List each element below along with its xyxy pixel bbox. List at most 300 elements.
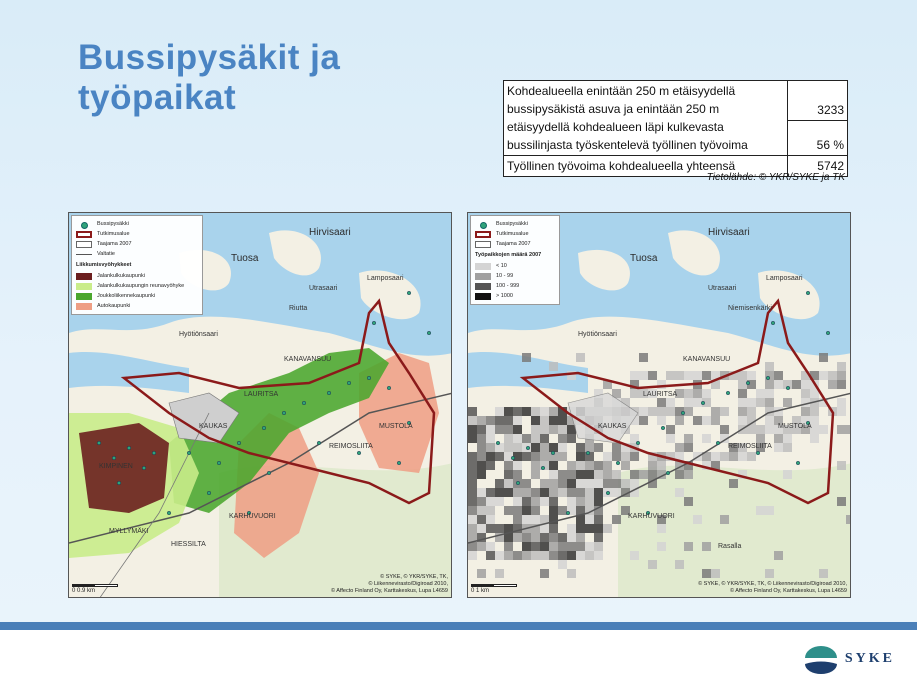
legend-study-area: Tutkimusalue [97, 230, 130, 237]
job-cell [594, 542, 603, 551]
job-cell [468, 470, 477, 479]
job-cell [495, 416, 504, 425]
job-cell [693, 389, 702, 398]
job-cell [558, 425, 567, 434]
job-cell [531, 452, 540, 461]
job-cell [657, 542, 666, 551]
zones-copyright-3: © Affecto Finland Oy, Karttakeskus, Lupa L4659 [331, 588, 448, 594]
job-cell [765, 380, 774, 389]
job-cell [765, 506, 774, 515]
job-cell [513, 416, 522, 425]
job-cell [540, 551, 549, 560]
job-cell [612, 488, 621, 497]
job-cell [738, 398, 747, 407]
job-cell [594, 479, 603, 488]
job-cell [774, 380, 783, 389]
job-cell [639, 371, 648, 380]
job-cell [540, 434, 549, 443]
job-cell [567, 470, 576, 479]
legend-class1-swatch [475, 263, 491, 270]
job-cell [675, 416, 684, 425]
job-cell [540, 542, 549, 551]
job-cell [585, 488, 594, 497]
job-cell [837, 407, 846, 416]
job-cell [531, 488, 540, 497]
job-cell [504, 542, 513, 551]
job-cell [477, 461, 486, 470]
place-hiessilta: HIESSILTA [171, 541, 206, 548]
place-kaukas: KAUKAS [199, 423, 228, 430]
job-cell [774, 434, 783, 443]
legend-study-swatch [76, 231, 92, 238]
legend-zone4-swatch [76, 303, 92, 310]
job-cell [477, 497, 486, 506]
job-cell [477, 524, 486, 533]
job-cell [558, 416, 567, 425]
job-cell [513, 407, 522, 416]
job-cell [504, 479, 513, 488]
job-cell [468, 461, 477, 470]
job-cell [567, 434, 576, 443]
place-hirvisaari-r: Hirvisaari [708, 227, 750, 238]
job-cell [504, 488, 513, 497]
job-cell [477, 488, 486, 497]
zones-copyright-2: © Liikennevirasto/Digiroad 2010, [368, 581, 448, 587]
job-cell [504, 416, 513, 425]
job-cell [657, 524, 666, 533]
job-cell [486, 524, 495, 533]
job-cell [702, 389, 711, 398]
job-cell [648, 407, 657, 416]
place-reimoslita-r: REIMOSLIITA [728, 443, 772, 450]
job-cell [504, 461, 513, 470]
job-cell [558, 488, 567, 497]
job-cell [468, 425, 477, 434]
job-cell [648, 470, 657, 479]
job-cell [693, 398, 702, 407]
job-cell [801, 380, 810, 389]
job-cell [522, 407, 531, 416]
job-cell [495, 551, 504, 560]
stats-table [503, 80, 848, 177]
job-cell [756, 389, 765, 398]
job-cell [666, 434, 675, 443]
job-cell [783, 470, 792, 479]
place-utrasaari: Utrasaari [309, 285, 338, 292]
job-cell [648, 560, 657, 569]
job-cell [792, 380, 801, 389]
job-cell [468, 479, 477, 488]
job-cell [720, 425, 729, 434]
job-cell [576, 524, 585, 533]
job-cell [531, 515, 540, 524]
job-cell [504, 425, 513, 434]
job-cell [837, 371, 846, 380]
place-rasalla: Rasalla [718, 543, 742, 550]
job-cell [513, 470, 522, 479]
job-cell [747, 407, 756, 416]
job-cell [585, 497, 594, 506]
job-cell [486, 443, 495, 452]
job-cell [810, 434, 819, 443]
legend-study-swatch-r [475, 231, 491, 238]
job-cell [540, 569, 549, 578]
job-cell [513, 515, 522, 524]
job-cell [711, 407, 720, 416]
job-cell [666, 398, 675, 407]
job-cell [486, 461, 495, 470]
job-cell [477, 434, 486, 443]
job-cell [693, 416, 702, 425]
job-cell [666, 371, 675, 380]
job-cell [486, 515, 495, 524]
job-cell [513, 488, 522, 497]
job-cell [531, 551, 540, 560]
place-kimpinen: KIMPINEN [99, 463, 133, 470]
job-cell [693, 515, 702, 524]
job-cell [729, 479, 738, 488]
zones-map-scale [72, 584, 142, 594]
job-cell [594, 443, 603, 452]
legend-road-swatch [76, 254, 92, 255]
job-cell [747, 398, 756, 407]
job-cell [558, 443, 567, 452]
job-cell [567, 488, 576, 497]
zones-scale-label: 0 0.9 km [72, 588, 96, 594]
job-cell [576, 470, 585, 479]
job-cell [540, 452, 549, 461]
job-cell [585, 461, 594, 470]
job-cell [576, 443, 585, 452]
place-reimoslita: REIMOSLIITA [329, 443, 373, 450]
job-cell [540, 488, 549, 497]
job-cell [603, 461, 612, 470]
place-myllymaki: MYLLYMÄKI [109, 528, 149, 535]
job-cell [657, 407, 666, 416]
job-cell [540, 443, 549, 452]
legend-class1: < 10 [496, 262, 507, 269]
job-cell [522, 497, 531, 506]
job-cell [783, 398, 792, 407]
place-utrasaari-r: Utrasaari [708, 285, 737, 292]
job-cell [558, 533, 567, 542]
job-cell [684, 389, 693, 398]
job-cell [738, 407, 747, 416]
job-cell [612, 443, 621, 452]
job-cell [756, 506, 765, 515]
job-cell [567, 479, 576, 488]
job-cell [702, 569, 711, 578]
job-cell [765, 398, 774, 407]
zones-map [68, 212, 452, 598]
job-cell [531, 407, 540, 416]
zones-map-legend [71, 215, 203, 315]
place-hirvisaari: Hirvisaari [309, 227, 351, 238]
legend-zone2-swatch [76, 283, 92, 290]
job-cell [468, 515, 477, 524]
job-cell [468, 524, 477, 533]
job-cell [675, 470, 684, 479]
legend-zone3: Joukkoliikennekaupunki [97, 292, 156, 299]
job-cell [468, 488, 477, 497]
job-cell [531, 461, 540, 470]
syke-logo-icon [803, 644, 839, 674]
job-cell [549, 407, 558, 416]
job-cell [549, 506, 558, 515]
job-cell [513, 443, 522, 452]
job-cell [765, 389, 774, 398]
job-cell [486, 497, 495, 506]
stats-row2-value: 5742 [788, 156, 848, 177]
job-cell [585, 479, 594, 488]
job-cell [576, 461, 585, 470]
job-cell [756, 434, 765, 443]
job-cell [477, 569, 486, 578]
job-cell [630, 452, 639, 461]
legend-zone2: Jalankulkukaupungin reunavyöhyke [97, 282, 185, 289]
job-cell [477, 506, 486, 515]
job-cell [531, 497, 540, 506]
legend-class3-swatch [475, 283, 491, 290]
job-cell [594, 488, 603, 497]
job-cell [540, 425, 549, 434]
job-cell [846, 515, 851, 524]
legend-urban-swatch [76, 241, 92, 248]
job-cell [495, 497, 504, 506]
job-cell [468, 497, 477, 506]
job-cell [774, 443, 783, 452]
job-cell [504, 443, 513, 452]
place-laurits: LAURITSA [244, 391, 279, 398]
stats-row1-text: Kohdealueella enintään 250 m etäisyydellä bussipysäkistä asuva ja enintään 250 m etäisyydellä kohdealueen läpi kulkevasta bussilinjasta työskentelevä työllinen työvoima [504, 81, 788, 156]
job-cell [567, 461, 576, 470]
job-cell [612, 452, 621, 461]
job-cell [540, 497, 549, 506]
job-cell [576, 551, 585, 560]
job-cell [522, 551, 531, 560]
job-cell [594, 524, 603, 533]
job-cell [495, 407, 504, 416]
job-cell [558, 479, 567, 488]
job-cell [720, 452, 729, 461]
footer [0, 630, 917, 687]
job-cell [576, 479, 585, 488]
legend-class2-swatch [475, 273, 491, 280]
job-cell [675, 488, 684, 497]
place-laurits-r: LAURITSA [643, 391, 678, 398]
job-cell [477, 443, 486, 452]
place-kanavansuu: KANAVANSUU [284, 356, 332, 363]
job-cell [765, 425, 774, 434]
legend-zone1: Jalankulkukaupunki [97, 272, 146, 279]
job-cell [558, 542, 567, 551]
job-cell [549, 551, 558, 560]
job-cell [828, 371, 837, 380]
job-cell [513, 533, 522, 542]
job-cell [612, 470, 621, 479]
job-cell [549, 542, 558, 551]
job-cell [549, 443, 558, 452]
job-cell [522, 533, 531, 542]
legend-urban-area: Taajama 2007 [97, 240, 132, 247]
job-cell [495, 479, 504, 488]
job-cell [558, 506, 567, 515]
job-cell [630, 389, 639, 398]
job-cell [783, 443, 792, 452]
job-cell [522, 488, 531, 497]
jobs-map-scale [471, 584, 541, 594]
job-cell [738, 452, 747, 461]
legend-study-area-r: Tutkimusalue [496, 230, 529, 237]
job-cell [603, 479, 612, 488]
job-cell [549, 479, 558, 488]
place-lamposaari-r: Lamposaari [766, 275, 803, 282]
job-cell [558, 560, 567, 569]
job-cell [549, 497, 558, 506]
place-mustola-r: MUSTOLA [778, 423, 812, 430]
job-cell [531, 470, 540, 479]
job-cell [585, 542, 594, 551]
job-cell [846, 425, 851, 434]
job-cell [585, 524, 594, 533]
job-cell [576, 497, 585, 506]
place-karhuvuori: KARHUVUORI [229, 513, 276, 520]
job-cell [639, 470, 648, 479]
job-cell [819, 425, 828, 434]
data-source-note: Tietolähde: © YKR/SYKE ja TK [706, 172, 845, 183]
job-cell [684, 434, 693, 443]
place-kanavansuu-r: KANAVANSUU [683, 356, 731, 363]
job-cell [828, 380, 837, 389]
bus-stop-icon [475, 221, 491, 228]
legend-zone1-swatch [76, 273, 92, 280]
job-cell [774, 551, 783, 560]
job-cell [486, 416, 495, 425]
job-cell [612, 515, 621, 524]
job-cell [486, 452, 495, 461]
place-karhuvuori-r: KARHUVUORI [628, 513, 675, 520]
job-cell [738, 380, 747, 389]
zones-copyright-1: © SYKE, © YKR/SYKE, TK, [380, 574, 448, 580]
job-cell [522, 479, 531, 488]
legend-class4-swatch [475, 293, 491, 300]
place-niemisenkarki: Niemisenkärki [728, 305, 772, 312]
job-cell [504, 434, 513, 443]
legend-class2: 10 - 99 [496, 272, 514, 279]
job-cell [567, 524, 576, 533]
job-cell [531, 425, 540, 434]
jobs-map-legend [470, 215, 560, 305]
job-cell [711, 452, 720, 461]
jobs-scale-label: 0 1 km [471, 588, 490, 594]
legend-stop: Bussipysäkki [97, 220, 129, 227]
job-cell [576, 488, 585, 497]
job-cell [495, 443, 504, 452]
job-cell [612, 479, 621, 488]
job-cell [576, 452, 585, 461]
job-cell [648, 371, 657, 380]
job-cell [837, 380, 846, 389]
job-cell [549, 488, 558, 497]
title-line-1: Bussipysäkit ja [78, 38, 341, 77]
job-cell [684, 497, 693, 506]
job-cell [540, 416, 549, 425]
job-cell [810, 407, 819, 416]
job-cell [567, 569, 576, 578]
job-cell [549, 533, 558, 542]
job-cell [666, 407, 675, 416]
legend-class3: 100 - 999 [496, 282, 520, 289]
job-cell [684, 542, 693, 551]
job-cell [513, 551, 522, 560]
place-lamposaari: Lamposaari [367, 275, 404, 282]
job-cell [594, 551, 603, 560]
job-cell [693, 371, 702, 380]
job-cell [468, 434, 477, 443]
job-cell [576, 542, 585, 551]
job-cell [549, 461, 558, 470]
job-cell [684, 407, 693, 416]
job-cell [540, 533, 549, 542]
job-cell [621, 461, 630, 470]
job-cell [765, 416, 774, 425]
slide-title [78, 38, 340, 118]
legend-zone4: Autokaupunki [97, 302, 131, 309]
job-cell [513, 497, 522, 506]
job-cell [531, 443, 540, 452]
job-cell [621, 479, 630, 488]
job-cell [594, 461, 603, 470]
job-cell [684, 371, 693, 380]
job-cell [495, 452, 504, 461]
job-cell [540, 479, 549, 488]
job-cell [522, 434, 531, 443]
job-cell [684, 470, 693, 479]
job-cell [567, 551, 576, 560]
job-cell [585, 515, 594, 524]
place-hyotiolansaari: Hyötiönsaari [179, 331, 218, 338]
place-tuosa-r: Tuosa [630, 253, 658, 264]
job-cell [513, 452, 522, 461]
job-cell [720, 407, 729, 416]
job-cell [738, 371, 747, 380]
job-cell [558, 470, 567, 479]
job-cell [837, 461, 846, 470]
job-cell [531, 533, 540, 542]
job-cell [558, 551, 567, 560]
job-cell [747, 452, 756, 461]
job-cell [486, 488, 495, 497]
job-cell [603, 470, 612, 479]
job-cell [576, 353, 585, 362]
stats-row1-percent: 56 % [788, 121, 848, 156]
job-cell [675, 371, 684, 380]
job-cell [603, 452, 612, 461]
job-cell [630, 479, 639, 488]
job-cell [567, 542, 576, 551]
job-cell [504, 407, 513, 416]
job-cell [522, 353, 531, 362]
job-cell [675, 560, 684, 569]
job-cell [477, 470, 486, 479]
job-cell [522, 506, 531, 515]
job-cell [486, 425, 495, 434]
job-cell [495, 488, 504, 497]
job-cell [594, 533, 603, 542]
job-cell [504, 551, 513, 560]
job-cell [720, 515, 729, 524]
job-cell [801, 407, 810, 416]
